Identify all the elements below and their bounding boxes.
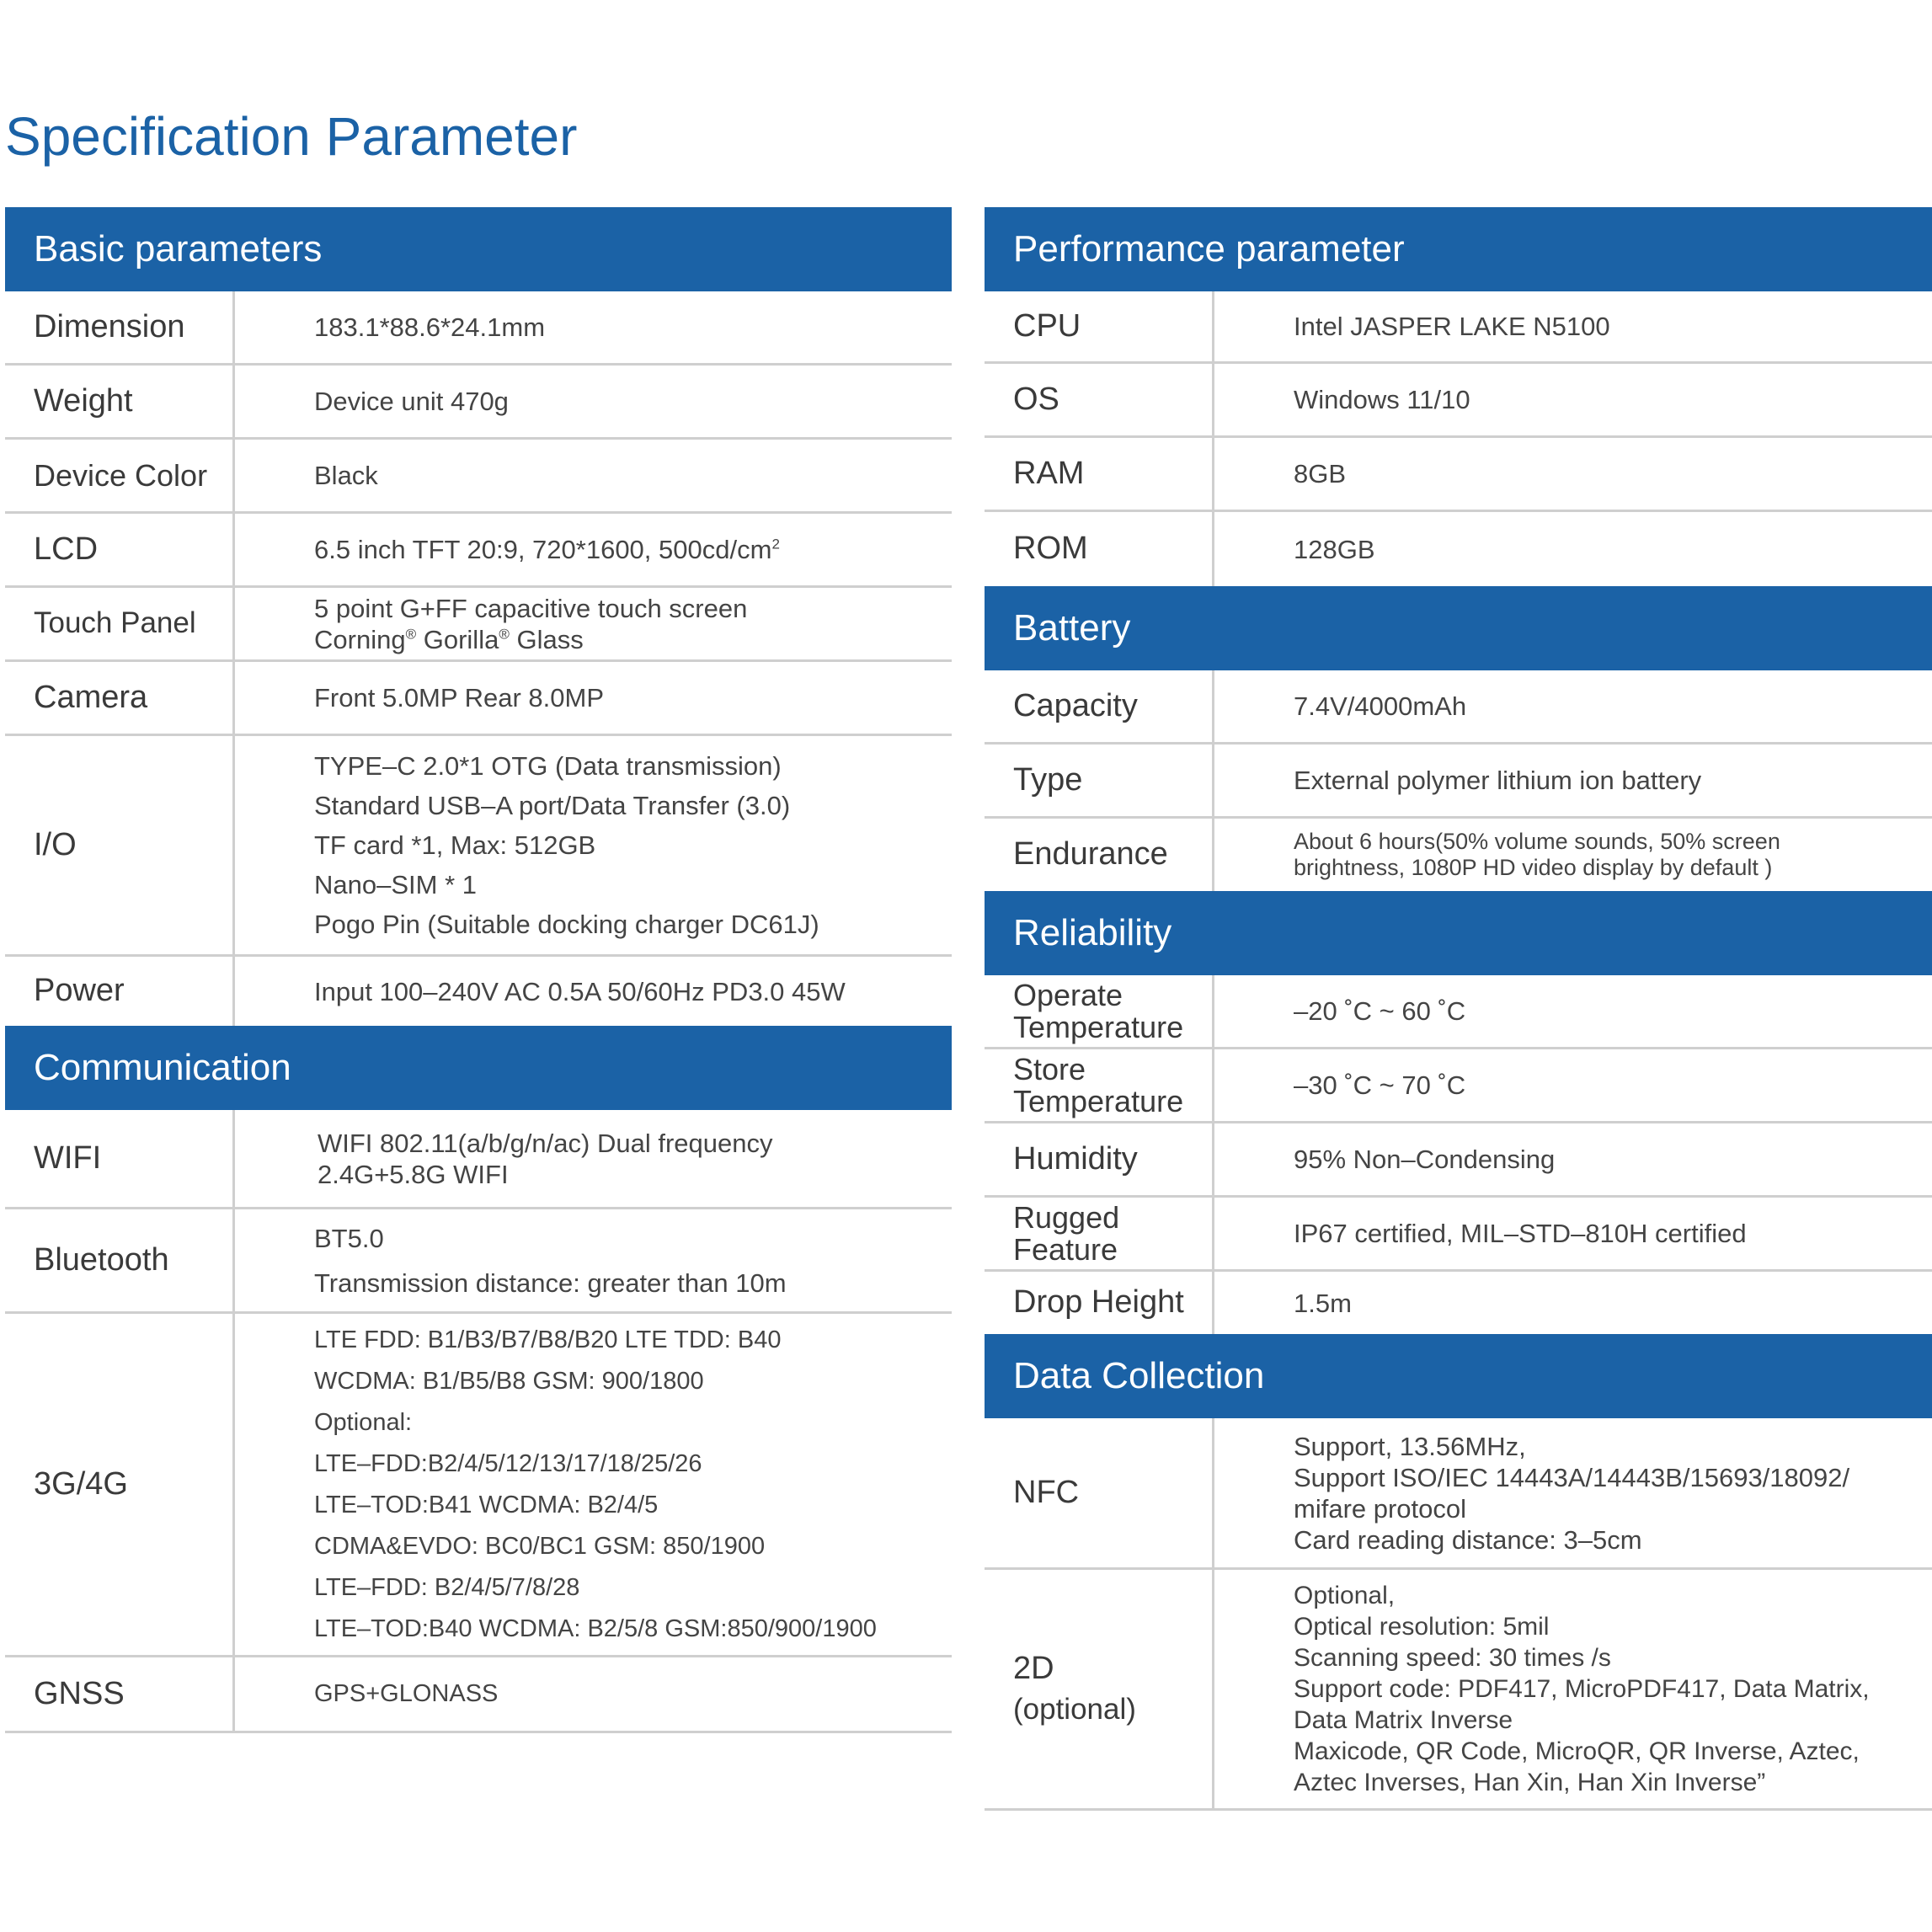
- spec-row-operate-temperature: [985, 975, 1932, 1049]
- spec-row-camera: [5, 662, 952, 736]
- spec-row-drop-height: [985, 1272, 1932, 1334]
- spec-value: LTE FDD: B1/B3/B7/B8/B20 LTE TDD: B40 WCDMA: B1/B5/B8 GSM: 900/1800 Optional: LTE–FDD:B2/4/5/12/13/17/18/25/26 LTE–TOD:B41 WCDMA: B2/4/5 CDMA&EVDO: BC0/BC1 GSM: 850/1900 LTE–FDD: B2/4/5/7/8/28 LTE–TOD:B40 WCDMA: B2/5/8 GSM:850/900/1900: [314, 1326, 877, 1642]
- spec-label: NFC: [985, 1418, 1214, 1567]
- spec-label: Store Temperature: [985, 1049, 1214, 1121]
- spec-value: GPS+GLONASS: [314, 1680, 499, 1707]
- spec-row-touch-panel: [5, 588, 952, 662]
- spec-value: Input 100–240V AC 0.5A 50/60Hz PD3.0 45W: [314, 976, 846, 1006]
- spec-row-store-temperature: [985, 1049, 1932, 1123]
- spec-label: Capacity: [985, 670, 1214, 742]
- spec-label: ROM: [985, 512, 1214, 586]
- spec-label: GNSS: [5, 1657, 235, 1731]
- spec-label: Touch Panel: [5, 588, 235, 659]
- spec-label: LCD: [5, 514, 235, 585]
- spec-value: 6.5 inch TFT 20:9, 720*1600, $500cd/cm^2$: [314, 535, 780, 564]
- spec-row-lcd: [5, 514, 952, 588]
- spec-value: TYPE–C 2.0*1 OTG (Data transmission) Standard USB–A port/Data Transfer (3.0) TF card *1, Max: 512GB Nano–SIM * 1 Pogo Pin (Suitable docking charger DC61J): [314, 751, 819, 939]
- spec-value: Black: [314, 461, 378, 490]
- spec-label: Drop Height: [985, 1272, 1214, 1334]
- spec-row-nfc: [985, 1418, 1932, 1570]
- page-title: Specification Parameter: [5, 106, 578, 167]
- spec-label: OS: [985, 364, 1214, 435]
- spec-value: 95% Non–Condensing: [1294, 1145, 1556, 1174]
- spec-row-2d: [985, 1570, 1932, 1811]
- spec-label: Endurance: [985, 819, 1214, 891]
- spec-row-weight: [5, 366, 952, 440]
- section-heading-data-collection: Data Collection: [985, 1334, 1932, 1418]
- spec-label: Type: [985, 745, 1214, 816]
- spec-value: External polymer lithium ion battery: [1294, 766, 1702, 795]
- spec-label: Power: [5, 957, 235, 1026]
- spec-label: 2D (optional): [985, 1570, 1214, 1808]
- spec-row-ram: [985, 438, 1932, 512]
- spec-label: CPU: [985, 291, 1214, 361]
- spec-label: 3G/4G: [5, 1314, 235, 1655]
- spec-label: Weight: [5, 366, 235, 437]
- spec-label: Bluetooth: [5, 1209, 235, 1311]
- spec-row-type: [985, 745, 1932, 819]
- spec-value: Device unit 470g: [314, 387, 509, 416]
- spec-row-wifi: [5, 1110, 952, 1209]
- spec-value: 128GB: [1294, 534, 1375, 564]
- spec-label: Camera: [5, 662, 235, 734]
- spec-row-endurance: [985, 819, 1932, 891]
- spec-row-bluetooth: [5, 1209, 952, 1314]
- right-column: [985, 207, 1932, 1811]
- spec-label: Operate Temperature: [985, 975, 1214, 1047]
- spec-value: Front 5.0MP Rear 8.0MP: [314, 683, 605, 712]
- section-heading-reliability: Reliability: [985, 891, 1932, 975]
- spec-value: Windows 11/10: [1294, 385, 1470, 414]
- spec-row-power: [5, 957, 952, 1026]
- spec-row-rom: [985, 512, 1932, 586]
- spec-row-io: [5, 736, 952, 957]
- spec-row-dimension: [5, 291, 952, 366]
- section-heading-battery: Battery: [985, 586, 1932, 670]
- spec-value: 5 point G+FF capacitive touch screen Corning® Gorilla® Glass: [314, 593, 748, 654]
- spec-value: –20 ˚C ~ 60 ˚C: [1294, 996, 1466, 1026]
- spec-row-humidity: [985, 1123, 1932, 1198]
- spec-row-3g4g: [5, 1314, 952, 1657]
- spec-label: Humidity: [985, 1123, 1214, 1195]
- spec-label: Device Color: [5, 440, 235, 511]
- spec-value: Support, 13.56MHz, Support ISO/IEC 14443A/14443B/15693/18092/ mifare protocol Card reading distance: 3–5cm: [1294, 1431, 1850, 1555]
- spec-row-capacity: [985, 670, 1932, 745]
- spec-row-gnss: [5, 1657, 952, 1733]
- left-column: [5, 207, 952, 1733]
- spec-label: I/O: [5, 736, 235, 954]
- spec-row-rugged-feature: [985, 1198, 1932, 1272]
- spec-value: Optional, Optical resolution: 5mil Scanning speed: 30 times /s Support code: PDF417, MicroPDF417, Data Matrix, Data Matrix Inverse Maxicode, QR Code, MicroQR, QR Inverse, Aztec, Aztec Inverses, Han Xin, Han Xin Inverse”: [1294, 1582, 1870, 1796]
- spec-row-device-color: [5, 440, 952, 514]
- spec-row-os: [985, 364, 1932, 438]
- spec-label: RAM: [985, 438, 1214, 510]
- spec-value: WIFI 802.11(a/b/g/n/ac) Dual frequency 2.4G+5.8G WIFI: [318, 1128, 773, 1189]
- spec-value: 1.5m: [1294, 1288, 1352, 1318]
- spec-value: Intel JASPER LAKE N5100: [1294, 312, 1610, 341]
- spec-value: About 6 hours(50% volume sounds, 50% screen brightness, 1080P HD video display by default ): [1294, 829, 1780, 880]
- spec-row-cpu: [985, 291, 1932, 364]
- spec-value: BT5.0 Transmission distance: greater than 10m: [314, 1223, 787, 1298]
- section-heading-communication: Communication: [5, 1026, 952, 1110]
- section-heading-performance: Performance parameter: [985, 207, 1932, 291]
- spec-label: Dimension: [5, 291, 235, 363]
- spec-label: WIFI: [5, 1110, 235, 1207]
- spec-label: Rugged Feature: [985, 1198, 1214, 1269]
- spec-value: –30 ˚C ~ 70 ˚C: [1294, 1070, 1466, 1100]
- spec-value: 8GB: [1294, 459, 1347, 488]
- spec-value: 183.1*88.6*24.1mm: [314, 312, 546, 342]
- spec-value: IP67 certified, MIL–STD–810H certified: [1294, 1219, 1747, 1248]
- section-heading-basic: Basic parameters: [5, 207, 952, 291]
- spec-value: 7.4V/4000mAh: [1294, 691, 1467, 721]
